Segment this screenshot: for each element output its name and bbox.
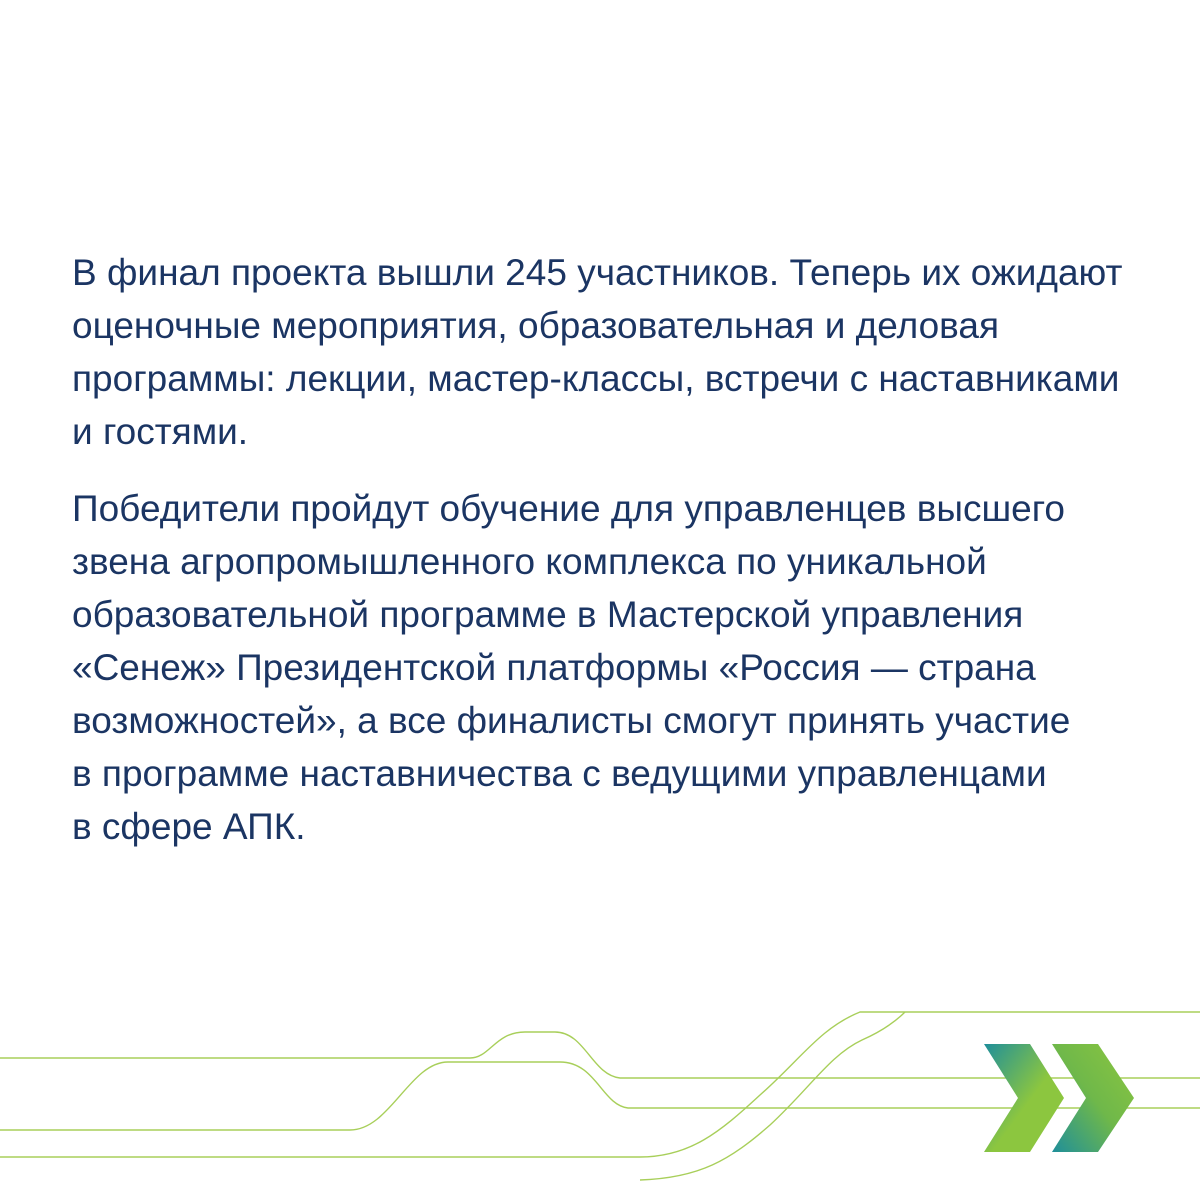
text-line: Победители пройдут обучение для управленцев высшего <box>72 488 1065 529</box>
paragraph-winners <box>72 482 1162 853</box>
decor-line <box>640 1012 905 1180</box>
text-line: звена агропромышленного комплекса по уникальной <box>72 541 987 582</box>
text-line: «Сенеж» Президентской платформы «Россия — страна <box>72 647 1036 688</box>
text-block <box>72 246 1162 853</box>
chevron-left-shape <box>984 1044 1064 1152</box>
text-line: оценочные мероприятия, образовательная и деловая <box>72 305 1000 346</box>
text-line: образовательной программе в Мастерской управления <box>72 594 1024 635</box>
paragraph-finalists <box>72 246 1162 458</box>
text-line: программы: лекции, мастер-классы, встречи с наставниками <box>72 358 1120 399</box>
chevron-right-shape <box>1052 1044 1134 1152</box>
text-line: в сфере АПК. <box>72 806 306 847</box>
text-line: В финал проекта вышли 245 участников. Теперь их ожидают <box>72 252 1123 293</box>
text-line: и гостями. <box>72 411 249 452</box>
text-line: возможностей», а все финалисты смогут принять участие <box>72 700 1071 741</box>
text-line: в программе наставничества с ведущими управленцами <box>72 753 1047 794</box>
double-chevron-icon <box>982 1044 1138 1152</box>
